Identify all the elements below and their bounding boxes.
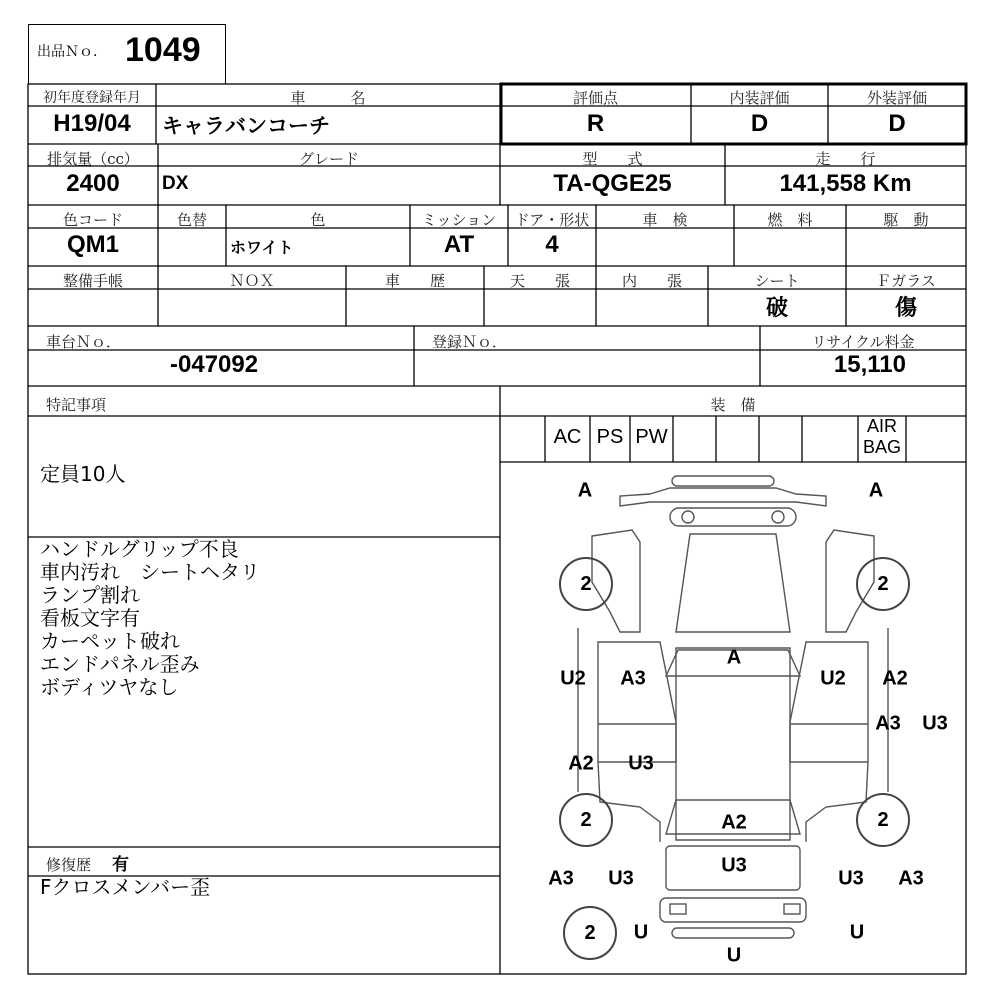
damage-mark: U3 [838,867,864,890]
exterior-label: 外装評価 [866,89,927,107]
inspection-label: 車 検 [642,211,688,229]
damage-mark: U [633,921,649,944]
damage-mark: U2 [560,667,586,690]
equip-airbag-line2: BAG [862,437,901,457]
chassis-label: 車台Ｎｏ． [46,333,122,351]
remark-line-2: 車内汚れ シートヘタリ [40,560,260,584]
grade-value: DX [162,173,189,194]
f-glass-label: Ｆガラス [876,272,936,290]
equip-ps: PS [596,426,624,448]
lot-label: 出品Ｎｏ． [37,44,107,60]
remark-line-5: カーペット破れ [40,629,180,653]
remark-line-7: ボディツヤなし [40,675,179,699]
model-value: TA-QGE25 [553,170,672,197]
damage-mark: U3 [922,712,948,735]
interior-label: 内装評価 [729,89,790,107]
history-label: 車 歴 [384,272,445,290]
car-name-label: 車 名 [290,89,366,107]
score-label: 評価点 [572,89,618,107]
color-change-label: 色替 [176,211,207,229]
inner-top-label: 内 張 [621,272,682,290]
capacity-note: 定員10人 [40,462,126,486]
damage-mark: A2 [721,811,747,834]
model-label: 型 式 [582,150,643,168]
color-value: ホワイト [230,238,294,257]
damage-mark: A [726,646,742,669]
seat-label: シート [754,272,800,290]
damage-mark: A [577,479,593,502]
recycle-label: リサイクル料金 [811,333,915,351]
grade-label: グレード [298,150,359,168]
first-reg-label: 初年度登録年月 [43,90,141,106]
remark-line-6: エンドパネル歪み [40,652,200,676]
maintenance-label: 整備手帳 [62,272,123,290]
color-code-value: QM1 [66,231,119,258]
damage-mark: A [868,479,884,502]
damage-mark: A2 [882,667,908,690]
mission-label: ミッション [421,211,497,229]
repair-label: 修復歴 [46,856,92,874]
interior-value: D [750,110,769,137]
exterior-value: D [888,110,906,137]
fuel-label: 燃 料 [767,211,813,229]
car-name-value: キャラバンコーチ [162,114,330,138]
roof-label: 天 張 [509,272,570,290]
tire-rear-right: 2 [856,793,910,847]
damage-mark: A3 [548,867,574,890]
tire-spare: 2 [563,906,617,960]
color-label: 色 [310,211,326,229]
tire-front-left: 2 [559,557,613,611]
tire-rear-left: 2 [559,793,613,847]
equip-pw: PW [635,426,668,448]
displacement-value: 2400 [66,170,120,197]
equip-ac: AC [553,426,582,448]
repair-value: 有 [112,855,129,875]
damage-mark: A3 [898,867,924,890]
seat-value: 破 [765,295,788,321]
equipment-label: 装 備 [710,396,756,414]
door-value: 4 [545,231,559,258]
mileage-value: 141,558 Km [779,170,912,197]
lot-number: 1049 [125,31,201,69]
recycle-value: 15,110 [833,351,906,378]
damage-mark: A3 [620,667,646,690]
chassis-value: -047092 [170,351,259,378]
damage-mark: A3 [875,712,901,735]
door-label: ドア・形状 [514,211,590,229]
score-value: R [586,110,605,137]
damage-mark: A2 [568,752,594,775]
damage-mark: U2 [820,667,846,690]
damage-mark: U3 [628,752,654,775]
f-glass-value: 傷 [894,295,917,321]
displacement-label: 排気量（cc） [47,150,139,168]
tire-front-right: 2 [856,557,910,611]
damage-mark: U [726,944,742,967]
mileage-label: 走 行 [815,150,876,168]
damage-mark: U [849,921,865,944]
damage-mark: U3 [608,867,634,890]
drive-label: 駆 動 [883,211,929,229]
color-code-label: 色コード [62,211,123,229]
remark-line-4: 看板文字有 [40,606,140,630]
nox-label: ＮＯＸ [229,272,275,290]
remark-line-1: ハンドルグリップ不良 [40,537,239,561]
damage-mark: U3 [721,854,747,877]
remarks-label: 特記事項 [46,396,107,414]
remark-line-3: ランプ割れ [40,583,140,607]
mission-value: AT [443,231,475,258]
repair-detail: Fクロスメンバー歪 [40,875,211,899]
reg-no-label: 登録Ｎｏ． [432,333,508,351]
first-reg-value: H19/04 [53,110,131,137]
equip-airbag-line1: AIR [866,416,897,436]
